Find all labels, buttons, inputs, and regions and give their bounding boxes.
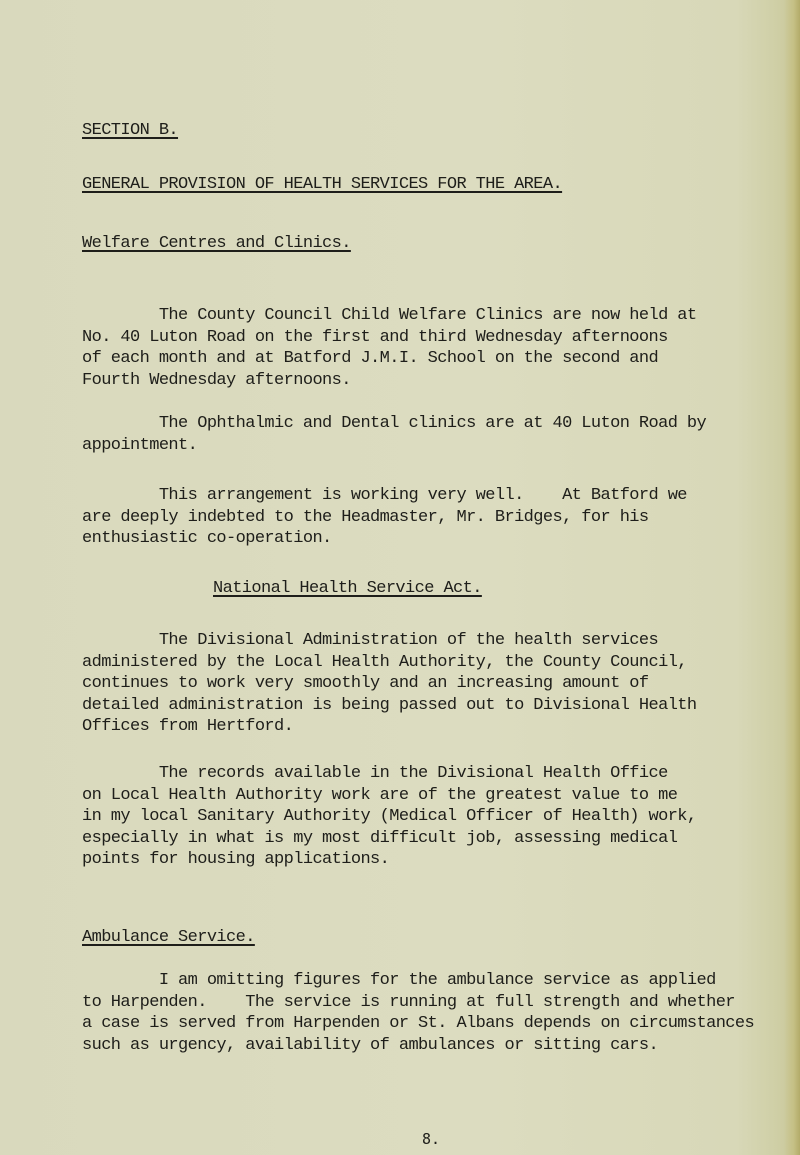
section-label: SECTION B. [82,121,179,140]
paragraph-line: The records available in the Divisional Health Office [82,764,668,783]
paragraph-line: The Ophthalmic and Dental clinics are at 40 Luton Road by [82,414,707,433]
paragraph-ophthalmic-dental [82,413,762,456]
paragraph-line: administered by the Local Health Authority, the County Council, [82,652,687,672]
paragraph-line: a case is served from Harpenden or St. Albans depends on circumstances [82,1014,755,1033]
paragraph-line: appointment. [82,435,198,455]
paragraph-welfare-clinics [82,305,762,391]
paragraph-line: are deeply indebted to the Headmaster, Mr. Bridges, for his [82,507,649,527]
section-heading-nhs-act: National Health Service Act. [213,579,482,598]
paragraph-line: of each month and at Batford J.M.I. School on the second and [82,349,659,368]
paragraph-line: The Divisional Administration of the health services [82,631,659,650]
paragraph-line: in my local Sanitary Authority (Medical Officer of Health) work, [82,807,697,826]
page-number: 8. [422,1130,441,1148]
paragraph-line: on Local Health Authority work are of the greatest value to me [82,785,678,805]
paragraph-records [82,763,762,871]
paragraph-line: No. 40 Luton Road on the first and third Wednesday afternoons [82,327,668,347]
paragraph-line: The County Council Child Welfare Clinics are now held at [82,306,697,325]
paragraph-line: continues to work very smoothly and an increasing amount of [82,674,649,693]
paragraph-line: to Harpenden. The service is running at full strength and whether [82,992,735,1012]
section-heading-welfare-centres: Welfare Centres and Clinics. [82,234,351,253]
paragraph-arrangement [82,485,762,550]
paragraph-line: especially in what is my most difficult job, assessing medical [82,828,678,848]
paragraph-line: Fourth Wednesday afternoons. [82,370,351,390]
section-heading-ambulance: Ambulance Service. [82,928,255,947]
paragraph-ambulance [82,970,800,1056]
paragraph-line: This arrangement is working very well. At Batford we [82,486,687,505]
page-edge-shadow [784,0,800,1155]
paragraph-divisional-administration [82,630,762,738]
paragraph-line: points for housing applications. [82,850,390,869]
paragraph-line: I am omitting figures for the ambulance service as applied [82,971,716,990]
main-heading: GENERAL PROVISION OF HEALTH SERVICES FOR THE AREA. [82,175,563,194]
paragraph-line: detailed administration is being passed out to Divisional Health [82,695,697,715]
paragraph-line: enthusiastic co-operation. [82,529,332,548]
paragraph-line: Offices from Hertford. [82,717,294,736]
paragraph-line: such as urgency, availability of ambulances or sitting cars. [82,1035,659,1055]
